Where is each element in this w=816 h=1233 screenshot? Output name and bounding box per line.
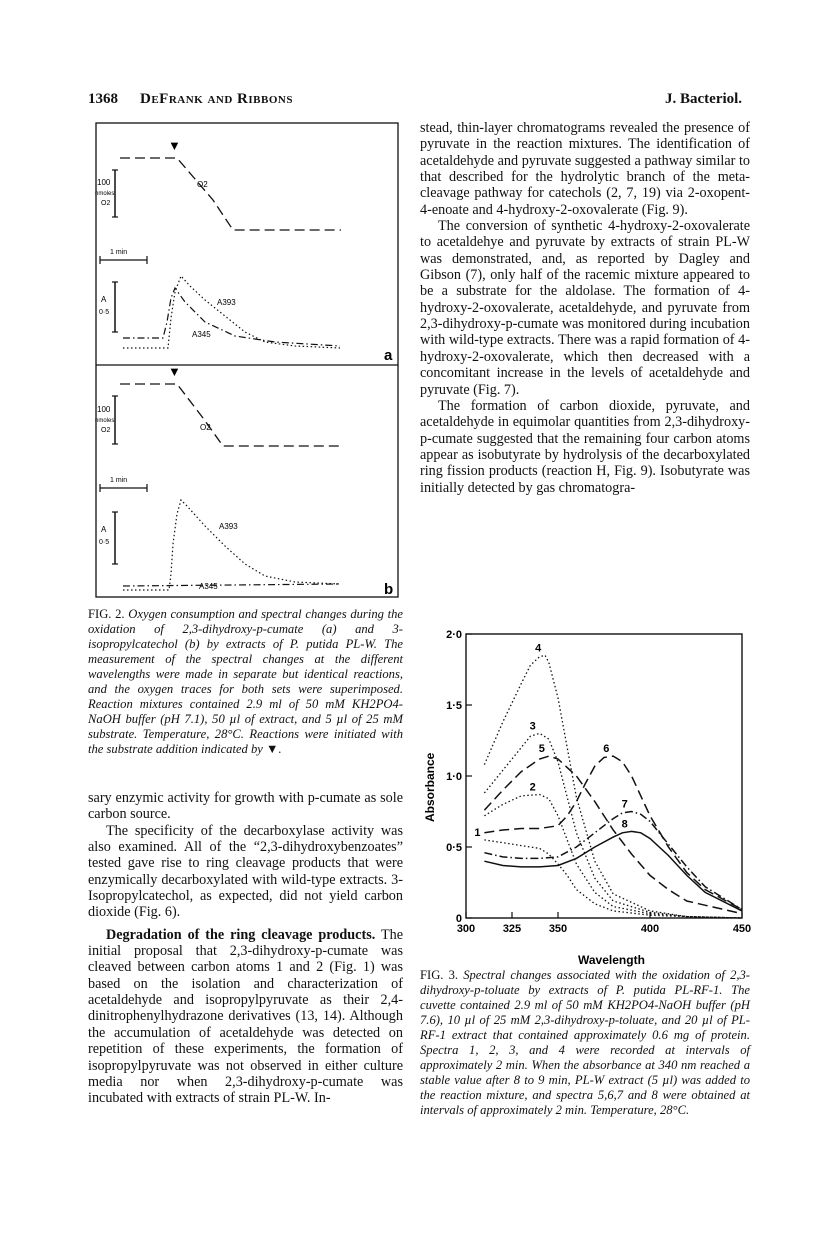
panel-b-abs-label: A [101,525,107,534]
y-tick-label: 1·5 [446,700,462,712]
series-8-label: 8 [621,818,628,831]
series-7-label: 7 [621,798,628,811]
panel-a-scale-unit: nmoles [95,191,115,197]
right-paragraph-2: The conversion of synthetic 4-hydroxy-2-oxovalerate to acetaldehye and pyruvate by extracts of strain PL-W was demonstrated, and, as reported by Dagley and Gibson (7), only half of the racemic mixture appeared to be a substrate for the aldolase. The formation of 4-hydroxy-2-oxovalerate, acetaldehyde, and pyruvate from 2,3-dihydroxy-p-cumate was monitored during incubation with wild-type extracts. There was a rapid formation of 4-hydroxy-2-oxovalerate, which then decreased with a concomitant increase in the levels of acetaldehyde and pyruvate (Fig. 7). [420,218,750,398]
series-3-label: 3 [529,720,536,733]
panel-b-scale-value: 100 [97,405,111,414]
series-2-line [484,795,742,919]
series-1-line [484,840,742,918]
page-number: 1368 [88,91,118,107]
y-tick-label: 0·5 [446,842,462,854]
panel-a-abs-label: A [101,295,107,304]
series-4-line [484,655,742,918]
figure-2-caption [88,607,403,757]
chart-plot-area [466,634,742,918]
panel-a-scale-o2: O2 [101,200,111,207]
panel-a-scale-value: 100 [97,178,111,187]
panel-a-a393-label: A393 [217,298,236,307]
x-tick-label: 400 [640,923,660,935]
y-axis-label: Absorbance [423,752,437,822]
series-4-label: 4 [535,642,542,655]
section-heading: Degradation of the ring cleavage products. [106,926,376,943]
panel-b-a345-trace [123,584,340,586]
panel-b-a393-trace [123,500,340,590]
x-tick-label: 300 [456,923,476,935]
series-8-line [484,831,742,911]
series-6-label: 6 [603,743,610,756]
right-paragraph-1: stead, thin-layer chromatograms revealed the presence of pyruvate in the reaction mixtures. The identification of acetaldehyde and pyruvate suggested a pathway similar to that described for the hydrolytic branch of the meta-cleavage pathway for catechols (2, 7, 19) via 2-oxopent-4-enoate and 4-hydroxy-2-oxovalerate (Fig. 9). [420,120,750,218]
panel-a-a393-trace [123,276,340,348]
panel-b-label: b [384,581,394,598]
y-tick-label: 0 [455,913,462,925]
series-2-label: 2 [529,781,536,794]
figure-3-caption-label: FIG. 3. [420,968,459,982]
panel-a-time-label: 1 min [110,249,128,256]
left-column [88,790,403,1107]
panel-b-scale-o2: O2 [101,427,111,434]
panel-b-scale-unit: nmoles [95,418,115,424]
panel-a-arrow: ▼ [168,138,181,153]
figure-3-chart [418,622,753,967]
panel-b-a345-label: A345 [199,582,218,591]
figure-2-caption-label: FIG. 2. [88,607,125,621]
y-tick-label: 2·0 [446,629,462,641]
x-tick-label: 450 [732,923,752,935]
panel-b-abs-value: 0·5 [99,539,110,546]
right-column [420,120,750,496]
panel-b-o2-trace-label: O2 [200,423,211,432]
series-1-label: 1 [474,826,481,839]
y-tick-label: 1·0 [446,771,462,783]
left-paragraph-2: The specificity of the decarboxylase activity was also examined. All of the “2,3-dihydroxybenzoates” tested gave rise to ring cleavage products that were enzymically decarboxylated with wild-type extracts. 3-Isopropylcatechol, as expected, did not yield carbon dioxide (Fig. 6). [88,822,403,921]
left-paragraph-1: sary enzymic activity for growth with p-cumate as sole carbon source. [88,790,403,823]
figure-2 [95,122,400,600]
panel-a-a345-label: A345 [192,330,211,339]
panel-b-arrow: ▼ [168,364,181,379]
figure-2-frame [96,123,398,597]
figure-3-caption-text: Spectral changes associated with the oxidation of 2,3-dihydroxy-p-toluate by extracts of P. putida PL-RF-1. The cuvette contained 2.9 ml of 50 mM KH2PO4-NaOH buffer (pH 7.6), 10 µl of 25 mM 2,3-dihydroxy-p-toluate, and 20 µl of PL-RF-1 extract that contained approximately 0.6 mg of protein. Spectra 1, 2, 3, and 4 were recorded at intervals of approximately 2 min. When the absorbance at 340 nm reached a stable value after 8 to 9 min, PL-W extract (5 µl) was added to the reaction mixture, and spectra 5,6,7 and 8 were obtained at intervals of approximately 2 min. Temperature, 28°C. [420,968,751,1117]
panel-b-time-label: 1 min [110,477,128,484]
left-paragraph-3: The initial proposal that 2,3-dihydroxy-p-cumate was cleaved between carbon atoms 1 and 2 (Fig. 1) was based on the isolation and characterization of acetaldehyde and isopropylpyruvate as their 2,4-dinitrophenylhydrazone derivatives (13, 14). Although the accumulation of acetaldehyde was detected on repetition of these experiments, the formation of isopropylpyruvate was not observed in either culture media nor when 2,3-dihydroxy-p-cumate was incubated with extracts of strain PL-W. In- [88,926,403,1107]
panel-a-abs-value: 0·5 [99,309,110,316]
x-axis-label: Wavelength [578,953,645,967]
x-tick-label: 350 [548,923,568,935]
figure-2-caption-text: Oxygen consumption and spectral changes during the oxidation of 2,3-dihydroxy-p-cumate (a) and 3-isopropylcatechol (b) by extracts of P. putida PL-W. The measurement of the spectral changes at the different wavelengths were made in separate but identical reactions, and the oxygen traces for both sets were superimposed. Reaction mixtures contained 2.9 ml of 50 mM KH2PO4-NaOH buffer (pH 7.1), 50 µl of extract, and 5 µl of 25 mM substrate. Temperature, 28°C. Reactions were initiated with the substrate addition indicated by ▼. [88,607,403,756]
panel-b [95,364,397,598]
panel-a-a345-trace [123,288,340,346]
panel-a-o2-trace-label: O2 [197,180,208,189]
panel-b-a393-label: A393 [219,522,238,531]
series-6-line [484,756,742,909]
running-authors: DeFrank and Ribbons [140,91,293,107]
series-5-label: 5 [538,743,545,756]
panel-a [95,138,397,364]
panel-a-label: a [384,347,393,364]
series-7-line [484,812,742,910]
x-tick-label: 325 [502,923,522,935]
panel-b-o2-trace [120,384,341,446]
right-paragraph-3: The formation of carbon dioxide, pyruvate, and acetaldehyde in equimolar quantities from 2,3-dihydroxy-p-cumate suggested that the remaining four carbon atoms appear as isobutyrate by hydrolysis of the decarboxylated ring fission products (reaction H, Fig. 9). Isobutyrate was initially detected by gas chromatogra- [420,397,750,496]
figure-3-caption [420,968,750,1118]
journal-name: J. Bacteriol. [665,91,743,107]
panel-a-o2-trace [120,158,341,230]
